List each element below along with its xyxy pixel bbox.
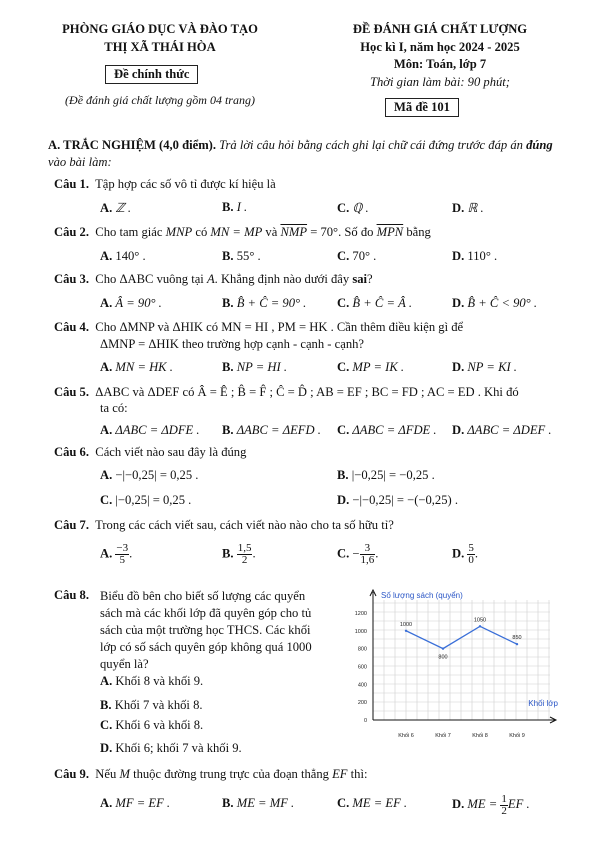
section-a-emph: đúng bbox=[526, 138, 553, 152]
q4-option-a: A. MN = HK . bbox=[100, 360, 173, 374]
q1-option-d: D. ℝ . bbox=[452, 201, 484, 215]
chart-data-label: 1050 bbox=[473, 617, 487, 624]
section-a-instruction-end: vào bài làm: bbox=[48, 155, 112, 169]
q3-option-a: A. Â = 90° . bbox=[100, 296, 162, 310]
q9-option-d: D. ME = $\frac{1}{2}$ EF . bbox=[452, 792, 530, 817]
q8-option-b: B. Khối 7 và khối 8. bbox=[100, 698, 203, 712]
q3-option-b: B. B̂ + Ĉ = 90° . bbox=[222, 296, 307, 310]
q3-option-c: C. B̂ + Ĉ = Â . bbox=[337, 296, 413, 310]
q2-option-c: C. 70° . bbox=[337, 249, 377, 263]
section-a-instruction: Trả lời câu hỏi bằng cách ghi lại chữ cái đứng trước đáp án bbox=[216, 138, 527, 152]
chart-x-tick-label: Khối 8 bbox=[472, 733, 488, 739]
q8-option-d: D. Khối 6; khối 7 và khối 9. bbox=[100, 741, 242, 755]
q9-option-a: A. MF = EF . bbox=[100, 796, 171, 810]
chart-x-label: Khối lớp bbox=[528, 699, 558, 708]
chart-data-point bbox=[479, 625, 481, 627]
question-4: Câu 4. Cho ΔMNP và ΔHIK có MN = HI , PM = HK . Cần thêm điều kiện gì để bbox=[54, 320, 464, 334]
q6-option-b: B. |−0,25| = −0,25 . bbox=[337, 468, 435, 482]
q2-option-d: D. 110° . bbox=[452, 249, 498, 263]
q4-option-c: C. MP = IK . bbox=[337, 360, 405, 374]
q6-option-a: A. −|−0,25| = 0,25 . bbox=[100, 468, 199, 482]
question-2: Câu 2. Cho tam giác MNP có MN = MP và $\overline{NMP} = 70^\circ$. Số đo $\overline{MPN}$ bằng bbox=[54, 225, 431, 239]
section-a-heading bbox=[48, 137, 568, 171]
chart-data-label: 1000 bbox=[399, 621, 413, 628]
q7-option-a: A. $\frac{-3}{5}$ . bbox=[100, 542, 133, 566]
q5-option-c: C. ΔABC = ΔFDE . bbox=[337, 423, 437, 437]
book-donation-chart bbox=[345, 586, 560, 746]
q1-option-c: C. ℚ . bbox=[337, 201, 369, 215]
chart-data-label: 850 bbox=[512, 635, 522, 642]
q9-option-c: C. ME = EF . bbox=[337, 796, 408, 810]
question-8-text: Biểu đồ bên cho biết số lượng các quyển sách mà các khối lớp đã quyên góp cho tủ sách của một trường học THCS. Các khối lớp có số sách quyên góp không quá 1000 quyển là? bbox=[100, 589, 312, 671]
chart-x-tick-label: Khối 6 bbox=[398, 733, 414, 739]
chart-data-label: 800 bbox=[438, 654, 448, 661]
chart-x-tick-label: Khối 9 bbox=[509, 733, 525, 739]
chart-series-line bbox=[406, 626, 517, 648]
question-9: Câu 9. Nếu M thuộc đường trung trực của đoạn thẳng EF thì: bbox=[54, 767, 368, 781]
q8-option-a: A. Khối 8 và khối 9. bbox=[100, 674, 204, 688]
section-a-title: A. TRẮC NGHIỆM (4,0 điểm). bbox=[48, 138, 217, 152]
chart-y-label: Số lượng sách (quyển) bbox=[381, 591, 463, 600]
q5-option-b: B. ΔABC = ΔEFD . bbox=[222, 423, 321, 437]
chart-y-tick-label: 1200 bbox=[354, 610, 367, 617]
q6-option-d: D. −|−0,25| = −(−0,25) . bbox=[337, 493, 459, 507]
chart-y-tick-label: 200 bbox=[357, 700, 367, 707]
chart-data-point bbox=[405, 630, 407, 632]
q7-option-b: B. $\frac{1,5}{2}$ . bbox=[222, 542, 256, 566]
q7-option-d: D. $\frac{5}{0}$ . bbox=[452, 542, 479, 566]
chart-y-tick-label: 1000 bbox=[354, 628, 367, 635]
pages-note: (Đề đánh giá chất lượng gồm 04 trang) bbox=[65, 93, 255, 107]
official-label: Đề chính thức bbox=[105, 65, 198, 84]
question-text: Tập hợp các số vô tỉ được kí hiệu là bbox=[95, 177, 276, 191]
subject: Môn: Toán, lớp 7 bbox=[393, 57, 487, 71]
chart-data-point bbox=[442, 647, 444, 649]
q6-option-c: C. |−0,25| = 0,25 . bbox=[100, 493, 192, 507]
exam-title: ĐỀ ĐÁNH GIÁ CHẤT LƯỢNG bbox=[352, 22, 528, 36]
chart-y-tick-label: 800 bbox=[357, 646, 367, 653]
q7-option-c: C. − $\frac{3}{1,6}$ . bbox=[337, 542, 379, 566]
chart-y-tick-label: 400 bbox=[357, 682, 367, 689]
question-1 bbox=[54, 176, 560, 193]
q2-option-b: B. 55° . bbox=[222, 249, 261, 263]
q2-option-a: A. 140° . bbox=[100, 249, 146, 263]
chart-data-point bbox=[516, 643, 518, 645]
chart-y-tick-label: 0 bbox=[363, 718, 367, 724]
q5-option-a: A. ΔABC = ΔDFE . bbox=[100, 423, 200, 437]
question-8-label: Câu 8. bbox=[54, 588, 89, 602]
question-7: Câu 7. Trong các cách viết sau, cách viết nào nào cho ta số hữu tỉ? bbox=[54, 518, 394, 532]
question-5: Câu 5. ΔABC và ΔDEF có Â = Ê ; B̂ = F̂ ; Ĉ = D̂ ; AB = EF ; BC = FD ; AC = ED . Khi đó bbox=[54, 385, 519, 399]
q4-option-b: B. NP = HI . bbox=[222, 360, 287, 374]
q5-option-d: D. ΔABC = ΔDEF . bbox=[452, 423, 552, 437]
chart-y-tick-label: 600 bbox=[357, 664, 367, 671]
header-town: THỊ XÃ THÁI HÒA bbox=[104, 40, 216, 54]
chart-x-tick-label: Khối 7 bbox=[435, 733, 451, 739]
question-5-line2: ta có: bbox=[100, 401, 128, 415]
question-3: Câu 3. Cho ΔABC vuông tại A. Khẳng định nào dưới đây sai? bbox=[54, 272, 373, 286]
question-4-line2: ΔMNP = ΔHIK theo trường hợp cạnh - cạnh - cạnh? bbox=[100, 337, 365, 351]
q8-option-c: C. Khối 6 và khối 8. bbox=[100, 718, 204, 732]
time-limit: Thời gian làm bài: 90 phút; bbox=[369, 75, 510, 89]
semester: Học kì I, năm học 2024 - 2025 bbox=[360, 40, 520, 54]
q4-option-d: D. NP = KI . bbox=[452, 360, 517, 374]
header-department: PHÒNG GIÁO DỤC VÀ ĐÀO TẠO bbox=[62, 22, 258, 36]
q1-option-a: A. ℤ . bbox=[100, 201, 132, 215]
exam-code: Mã đề 101 bbox=[385, 98, 459, 117]
question-6: Câu 6. Cách viết nào sau đây là đúng bbox=[54, 445, 247, 459]
q3-option-d: D. B̂ + Ĉ < 90° . bbox=[452, 296, 538, 310]
q9-option-b: B. ME = MF . bbox=[222, 796, 295, 810]
q1-option-b: B. I . bbox=[222, 200, 248, 214]
question-label: Câu 1. bbox=[54, 177, 89, 191]
